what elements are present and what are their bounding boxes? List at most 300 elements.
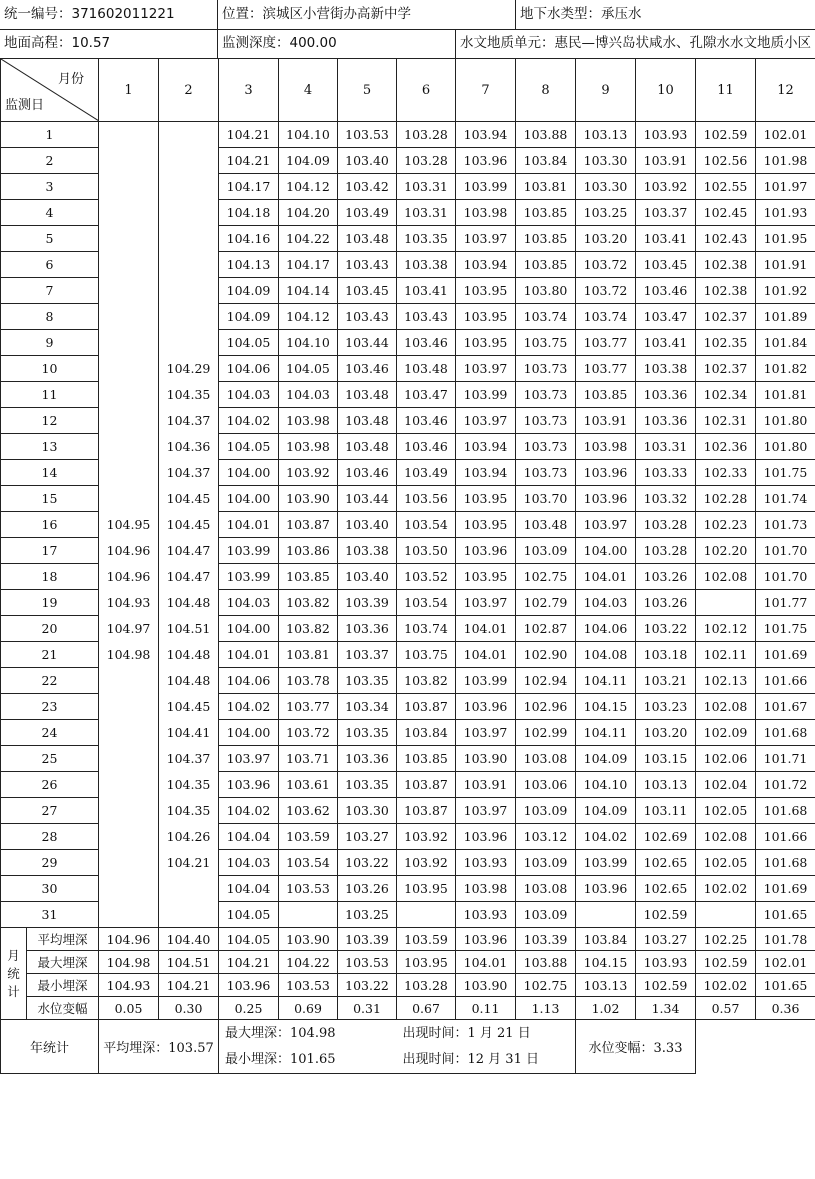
- value-cell: 103.72: [576, 252, 636, 278]
- value-cell: 103.37: [636, 200, 696, 226]
- month-header: 12: [756, 59, 815, 122]
- station-id: 统一编号：371602011221: [4, 6, 175, 22]
- value-cell: 103.15: [636, 746, 696, 772]
- table-row: [1, 512, 815, 538]
- stat-cell: 0.30: [159, 997, 219, 1020]
- value-cell: 101.82: [756, 356, 815, 382]
- value-cell: 103.77: [576, 330, 636, 356]
- value-cell: 103.11: [636, 798, 696, 824]
- value-cell: 102.96: [516, 694, 576, 720]
- value-cell: 103.44: [338, 486, 397, 512]
- value-cell: 103.09: [516, 850, 576, 876]
- value-cell: 104.09: [576, 798, 636, 824]
- value-cell: [159, 278, 219, 304]
- value-cell: 103.74: [576, 304, 636, 330]
- stat-cell: 104.40: [159, 928, 219, 951]
- value-cell: 101.70: [756, 538, 815, 564]
- day-label: 8: [1, 304, 99, 330]
- table-row: [1, 486, 815, 512]
- value-cell: 102.28: [696, 486, 756, 512]
- value-cell: 103.85: [516, 252, 576, 278]
- value-cell: 103.97: [456, 356, 516, 382]
- value-cell: 103.20: [636, 720, 696, 746]
- value-cell: 102.09: [696, 720, 756, 746]
- value-cell: 103.96: [456, 694, 516, 720]
- table-row: [1, 850, 815, 876]
- stat-cell: 104.93: [99, 974, 159, 997]
- value-cell: [99, 382, 159, 408]
- value-cell: 103.25: [338, 902, 397, 928]
- value-cell: 103.98: [279, 408, 338, 434]
- value-cell: 104.48: [159, 642, 219, 668]
- value-cell: 103.35: [338, 668, 397, 694]
- value-cell: [99, 486, 159, 512]
- groundwater-type: 地下水类型：承压水: [520, 6, 642, 22]
- value-cell: 103.22: [338, 850, 397, 876]
- value-cell: 102.01: [756, 122, 815, 148]
- value-cell: 102.02: [696, 876, 756, 902]
- value-cell: 103.09: [516, 902, 576, 928]
- value-cell: 102.33: [696, 460, 756, 486]
- value-cell: 103.53: [279, 876, 338, 902]
- value-cell: 103.06: [516, 772, 576, 798]
- value-cell: 103.77: [279, 694, 338, 720]
- value-cell: 101.67: [756, 694, 815, 720]
- value-cell: 103.08: [516, 746, 576, 772]
- value-cell: 103.94: [456, 434, 516, 460]
- value-cell: 104.45: [159, 512, 219, 538]
- value-cell: 103.97: [219, 746, 279, 772]
- stat-cell: 104.22: [279, 951, 338, 974]
- stat-cell: 104.98: [99, 951, 159, 974]
- stat-cell: 104.15: [576, 951, 636, 974]
- value-cell: 103.54: [397, 512, 456, 538]
- value-cell: 102.45: [696, 200, 756, 226]
- stat-cell: 101.78: [756, 928, 815, 951]
- value-cell: 102.12: [696, 616, 756, 642]
- value-cell: 104.06: [576, 616, 636, 642]
- value-cell: 104.02: [219, 408, 279, 434]
- table-row: [1, 564, 815, 590]
- stat-cell: 103.90: [456, 974, 516, 997]
- value-cell: 103.92: [636, 174, 696, 200]
- value-cell: 103.62: [279, 798, 338, 824]
- month-header: 6: [397, 59, 456, 122]
- stat-row: [1, 951, 815, 974]
- value-cell: 103.97: [456, 590, 516, 616]
- value-cell: 104.10: [279, 330, 338, 356]
- day-label: 6: [1, 252, 99, 278]
- month-header: 8: [516, 59, 576, 122]
- value-cell: 103.31: [397, 174, 456, 200]
- value-cell: 104.47: [159, 564, 219, 590]
- value-cell: 101.93: [756, 200, 815, 226]
- value-cell: 103.82: [279, 590, 338, 616]
- value-cell: 104.04: [219, 876, 279, 902]
- value-cell: [99, 798, 159, 824]
- value-cell: 101.80: [756, 434, 815, 460]
- stat-cell: 104.96: [99, 928, 159, 951]
- stat-row: [1, 928, 815, 951]
- value-cell: 104.37: [159, 408, 219, 434]
- value-cell: 103.23: [636, 694, 696, 720]
- value-cell: 103.97: [456, 720, 516, 746]
- value-cell: [99, 122, 159, 148]
- value-cell: 103.97: [576, 512, 636, 538]
- value-cell: [99, 330, 159, 356]
- day-label: 10: [1, 356, 99, 382]
- stat-cell: 0.31: [338, 997, 397, 1020]
- stat-label: 平均埋深: [27, 928, 99, 951]
- day-label: 4: [1, 200, 99, 226]
- value-cell: 103.74: [397, 616, 456, 642]
- value-cell: 101.97: [756, 174, 815, 200]
- day-label: 20: [1, 616, 99, 642]
- value-cell: 102.65: [636, 850, 696, 876]
- value-cell: 103.98: [576, 434, 636, 460]
- stat-cell: 103.84: [576, 928, 636, 951]
- value-cell: 102.59: [636, 902, 696, 928]
- value-cell: 102.90: [516, 642, 576, 668]
- value-cell: [696, 902, 756, 928]
- value-cell: 104.96: [99, 564, 159, 590]
- annual-max-time: 出现时间：1 月 21 日: [402, 1025, 531, 1041]
- day-label: 26: [1, 772, 99, 798]
- month-header: 11: [696, 59, 756, 122]
- value-cell: 102.55: [696, 174, 756, 200]
- value-cell: 103.36: [338, 746, 397, 772]
- value-cell: 101.69: [756, 642, 815, 668]
- table-row: [1, 226, 815, 252]
- value-cell: 103.84: [516, 148, 576, 174]
- value-cell: 101.74: [756, 486, 815, 512]
- value-cell: 102.38: [696, 252, 756, 278]
- value-cell: 102.75: [516, 564, 576, 590]
- table-row: [1, 538, 815, 564]
- value-cell: 103.35: [338, 720, 397, 746]
- value-cell: 103.46: [338, 356, 397, 382]
- value-cell: 101.68: [756, 850, 815, 876]
- table-row: [1, 304, 815, 330]
- value-cell: 101.72: [756, 772, 815, 798]
- value-cell: 103.95: [397, 876, 456, 902]
- value-cell: 103.98: [456, 200, 516, 226]
- stat-cell: 102.01: [756, 951, 815, 974]
- value-cell: 102.37: [696, 356, 756, 382]
- day-label: 17: [1, 538, 99, 564]
- stat-cell: 101.65: [756, 974, 815, 997]
- value-cell: [99, 694, 159, 720]
- table-row: [1, 460, 815, 486]
- value-cell: 102.04: [696, 772, 756, 798]
- value-cell: 103.99: [576, 850, 636, 876]
- value-cell: [397, 902, 456, 928]
- value-cell: 103.96: [456, 148, 516, 174]
- value-cell: 101.89: [756, 304, 815, 330]
- table-row: [1, 746, 815, 772]
- stat-cell: 0.67: [397, 997, 456, 1020]
- value-cell: 103.98: [279, 434, 338, 460]
- value-cell: 103.72: [279, 720, 338, 746]
- table-row: [1, 642, 815, 668]
- value-cell: 103.87: [397, 798, 456, 824]
- value-cell: 104.48: [159, 590, 219, 616]
- value-cell: 103.87: [397, 694, 456, 720]
- value-cell: 104.01: [576, 564, 636, 590]
- value-cell: [99, 772, 159, 798]
- value-cell: 103.94: [456, 122, 516, 148]
- value-cell: 102.11: [696, 642, 756, 668]
- value-cell: [159, 226, 219, 252]
- value-cell: 104.26: [159, 824, 219, 850]
- value-cell: 103.96: [456, 538, 516, 564]
- month-header: 2: [159, 59, 219, 122]
- value-cell: 103.48: [516, 512, 576, 538]
- value-cell: 103.87: [397, 772, 456, 798]
- value-cell: 103.95: [456, 564, 516, 590]
- table-row: [1, 616, 815, 642]
- day-label: 14: [1, 460, 99, 486]
- stat-cell: 103.93: [636, 951, 696, 974]
- value-cell: 103.43: [338, 252, 397, 278]
- value-cell: [279, 902, 338, 928]
- value-cell: 104.01: [456, 642, 516, 668]
- value-cell: 101.80: [756, 408, 815, 434]
- value-cell: 104.29: [159, 356, 219, 382]
- value-cell: 103.09: [516, 798, 576, 824]
- value-cell: 103.46: [636, 278, 696, 304]
- table-row: [1, 902, 815, 928]
- value-cell: [159, 122, 219, 148]
- value-cell: 103.78: [279, 668, 338, 694]
- value-cell: [99, 226, 159, 252]
- value-cell: 103.33: [636, 460, 696, 486]
- value-cell: 104.93: [99, 590, 159, 616]
- value-cell: 104.35: [159, 798, 219, 824]
- value-cell: 102.38: [696, 278, 756, 304]
- annual-range: 水位变幅：3.33: [576, 1020, 696, 1074]
- value-cell: [159, 902, 219, 928]
- monthly-stats-label: [1, 928, 27, 1020]
- stat-cell: 0.36: [756, 997, 815, 1020]
- value-cell: 103.92: [279, 460, 338, 486]
- value-cell: 104.03: [576, 590, 636, 616]
- value-cell: 104.05: [219, 330, 279, 356]
- value-cell: 103.35: [338, 772, 397, 798]
- value-cell: [99, 668, 159, 694]
- value-cell: 104.02: [576, 824, 636, 850]
- value-cell: 103.30: [576, 174, 636, 200]
- day-label: 15: [1, 486, 99, 512]
- value-cell: 103.40: [338, 512, 397, 538]
- value-cell: 103.82: [279, 616, 338, 642]
- stat-cell: 102.02: [696, 974, 756, 997]
- value-cell: 101.84: [756, 330, 815, 356]
- stat-cell: 103.88: [516, 951, 576, 974]
- value-cell: 103.41: [636, 330, 696, 356]
- day-label: 12: [1, 408, 99, 434]
- value-cell: 101.95: [756, 226, 815, 252]
- stat-label: 最小埋深: [27, 974, 99, 997]
- value-cell: 103.47: [397, 382, 456, 408]
- value-cell: 103.45: [636, 252, 696, 278]
- annual-min: 最小埋深：101.65: [225, 1051, 336, 1067]
- value-cell: 103.32: [636, 486, 696, 512]
- stat-cell: 103.53: [338, 951, 397, 974]
- value-cell: 102.08: [696, 694, 756, 720]
- value-cell: 103.43: [397, 304, 456, 330]
- value-cell: 101.71: [756, 746, 815, 772]
- value-cell: 103.93: [636, 122, 696, 148]
- value-cell: [99, 148, 159, 174]
- day-label: 5: [1, 226, 99, 252]
- day-label: 19: [1, 590, 99, 616]
- value-cell: 103.74: [516, 304, 576, 330]
- stat-cell: 103.39: [516, 928, 576, 951]
- value-cell: 103.28: [636, 512, 696, 538]
- value-cell: 103.47: [636, 304, 696, 330]
- value-cell: 103.48: [338, 434, 397, 460]
- value-cell: 104.37: [159, 460, 219, 486]
- value-cell: [99, 356, 159, 382]
- value-cell: [99, 200, 159, 226]
- value-cell: 103.39: [338, 590, 397, 616]
- hydro-unit: 水文地质单元：惠民—博兴岛状咸水、孔隙水水文地质小区: [460, 35, 811, 51]
- value-cell: 104.04: [219, 824, 279, 850]
- value-cell: 103.54: [397, 590, 456, 616]
- value-cell: 104.10: [576, 772, 636, 798]
- value-cell: 103.45: [338, 278, 397, 304]
- value-cell: [99, 460, 159, 486]
- value-cell: 104.21: [219, 148, 279, 174]
- table-row: [1, 122, 815, 148]
- value-cell: 104.21: [219, 122, 279, 148]
- value-cell: 102.59: [696, 122, 756, 148]
- value-cell: 103.31: [397, 200, 456, 226]
- value-cell: 103.73: [516, 356, 576, 382]
- value-cell: 103.81: [516, 174, 576, 200]
- stat-cell: 1.02: [576, 997, 636, 1020]
- value-cell: 103.13: [636, 772, 696, 798]
- value-cell: [159, 330, 219, 356]
- value-cell: 103.28: [636, 538, 696, 564]
- month-header: 7: [456, 59, 516, 122]
- value-cell: 102.35: [696, 330, 756, 356]
- value-cell: 104.05: [279, 356, 338, 382]
- header-row-2: [0, 29, 815, 59]
- value-cell: 103.96: [576, 486, 636, 512]
- value-cell: 103.85: [576, 382, 636, 408]
- value-cell: 103.30: [576, 148, 636, 174]
- value-cell: 103.48: [338, 226, 397, 252]
- ground-elevation: 地面高程：10.57: [4, 35, 111, 51]
- value-cell: 102.23: [696, 512, 756, 538]
- month-header: 3: [219, 59, 279, 122]
- value-cell: 103.12: [516, 824, 576, 850]
- value-cell: 103.46: [397, 408, 456, 434]
- value-cell: 103.59: [279, 824, 338, 850]
- value-cell: 103.53: [338, 122, 397, 148]
- value-cell: 104.09: [576, 746, 636, 772]
- table-row: [1, 330, 815, 356]
- value-cell: 103.94: [456, 252, 516, 278]
- value-cell: 103.95: [456, 486, 516, 512]
- value-cell: 104.20: [279, 200, 338, 226]
- value-cell: 104.00: [576, 538, 636, 564]
- value-cell: [99, 252, 159, 278]
- table-row: [1, 278, 815, 304]
- value-cell: 103.46: [397, 330, 456, 356]
- value-cell: 103.27: [338, 824, 397, 850]
- value-cell: [99, 824, 159, 850]
- value-cell: 103.48: [338, 382, 397, 408]
- month-header: 1: [99, 59, 159, 122]
- monthly-stats-char: 统: [7, 965, 20, 981]
- value-cell: 104.15: [576, 694, 636, 720]
- stat-cell: 0.25: [219, 997, 279, 1020]
- value-cell: 102.37: [696, 304, 756, 330]
- value-cell: 103.56: [397, 486, 456, 512]
- day-label: 18: [1, 564, 99, 590]
- value-cell: [696, 590, 756, 616]
- table-row: [1, 200, 815, 226]
- value-cell: 104.01: [219, 642, 279, 668]
- value-cell: 104.18: [219, 200, 279, 226]
- table-row: [1, 772, 815, 798]
- value-cell: 103.92: [397, 850, 456, 876]
- stat-cell: 103.90: [279, 928, 338, 951]
- value-cell: 103.48: [338, 408, 397, 434]
- stat-cell: 1.34: [636, 997, 696, 1020]
- value-cell: 104.09: [219, 304, 279, 330]
- value-cell: 103.75: [516, 330, 576, 356]
- monitoring-depth: 监测深度：400.00: [222, 35, 337, 51]
- value-cell: 102.99: [516, 720, 576, 746]
- stat-cell: 0.69: [279, 997, 338, 1020]
- value-cell: 103.08: [516, 876, 576, 902]
- value-cell: 103.50: [397, 538, 456, 564]
- value-cell: 103.30: [338, 798, 397, 824]
- value-cell: 103.73: [516, 382, 576, 408]
- value-cell: 104.98: [99, 642, 159, 668]
- value-cell: 103.26: [636, 590, 696, 616]
- value-cell: 104.05: [219, 902, 279, 928]
- value-cell: 103.49: [397, 460, 456, 486]
- value-cell: 104.22: [279, 226, 338, 252]
- value-cell: 103.37: [338, 642, 397, 668]
- value-cell: 103.40: [338, 564, 397, 590]
- value-cell: 103.97: [456, 226, 516, 252]
- month-header: 5: [338, 59, 397, 122]
- value-cell: [99, 408, 159, 434]
- day-label: 7: [1, 278, 99, 304]
- value-cell: 102.05: [696, 798, 756, 824]
- value-cell: 102.13: [696, 668, 756, 694]
- value-cell: 103.22: [636, 616, 696, 642]
- value-cell: 104.95: [99, 512, 159, 538]
- stat-label: 水位变幅: [27, 997, 99, 1020]
- value-cell: 103.41: [636, 226, 696, 252]
- value-cell: [99, 850, 159, 876]
- value-cell: 103.54: [279, 850, 338, 876]
- stat-cell: 103.59: [397, 928, 456, 951]
- value-cell: 104.14: [279, 278, 338, 304]
- value-cell: 104.05: [219, 434, 279, 460]
- value-cell: 103.52: [397, 564, 456, 590]
- day-label: 3: [1, 174, 99, 200]
- day-label: 23: [1, 694, 99, 720]
- day-label: 2: [1, 148, 99, 174]
